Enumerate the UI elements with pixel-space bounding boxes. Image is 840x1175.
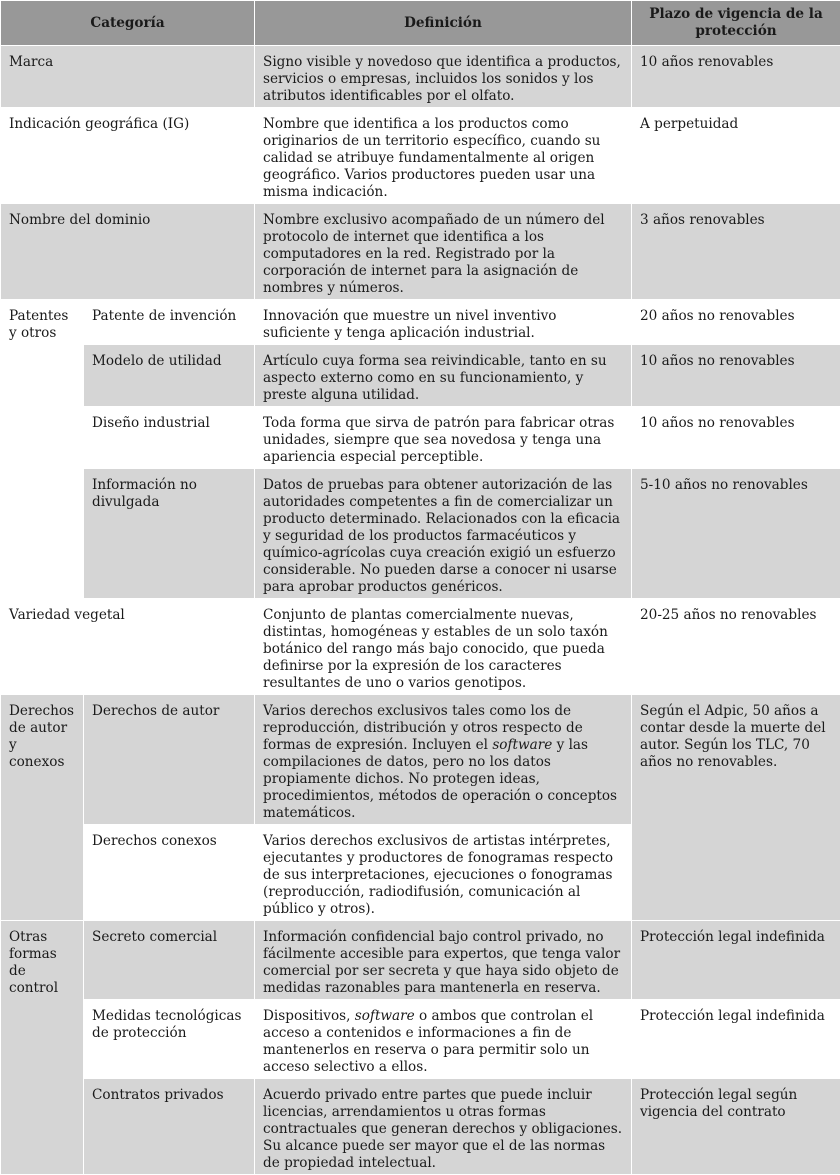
- subcategory-cell: Información no divulgada: [84, 469, 255, 599]
- group-cell: Otras formas de control: [1, 921, 84, 1175]
- table-row: [1, 407, 840, 469]
- subcategory-cell: Derechos conexos: [84, 825, 255, 921]
- table-row: [1, 599, 840, 695]
- definition-cell: [255, 1000, 632, 1079]
- definition-cell: [255, 695, 632, 825]
- definition-italic: software: [492, 737, 553, 753]
- table-row: [1, 300, 840, 345]
- definition-cell: Varios derechos exclusivos de artistas intérpretes, ejecutantes y productores de fonogramas respecto de sus interpretaciones, ejecuciones o fonogramas (reproducción, radiodifusión, comunicación al público y otros).: [255, 825, 632, 921]
- header-row: [1, 1, 840, 46]
- table-row: [1, 204, 840, 300]
- category-cell: Nombre del dominio: [1, 204, 255, 300]
- term-cell: A perpetuidad: [632, 108, 840, 204]
- term-cell: 20-25 años no renovables: [632, 599, 840, 695]
- subcategory-cell: Medidas tecnológicas de protección: [84, 1000, 255, 1079]
- header-definition: Definición: [255, 1, 632, 46]
- table-row: [1, 469, 840, 599]
- term-cell: 5-10 años no renovables: [632, 469, 840, 599]
- table-row: [1, 108, 840, 204]
- table-row: [1, 46, 840, 108]
- term-cell: 10 años renovables: [632, 46, 840, 108]
- term-cell: 10 años no renovables: [632, 407, 840, 469]
- term-cell: Según el Adpic, 50 años a contar desde la muerte del autor. Según los TLC, 70 años no renovables.: [632, 695, 840, 921]
- definition-cell: Nombre exclusivo acompañado de un número del protocolo de internet que identifica a los computadores en la red. Registrado por la corporación de internet para la asignación de nombres y números.: [255, 204, 632, 300]
- definition-cell: Innovación que muestre un nivel inventivo suficiente y tenga aplicación industrial.: [255, 300, 632, 345]
- header-term: Plazo de vigencia de la protección: [632, 1, 840, 46]
- term-cell: Protección legal indefinida: [632, 921, 840, 1000]
- category-cell: Variedad vegetal: [1, 599, 255, 695]
- definition-cell: Toda forma que sirva de patrón para fabricar otras unidades, siempre que sea novedosa y tenga una apariencia especial perceptible.: [255, 407, 632, 469]
- subcategory-cell: Derechos de autor: [84, 695, 255, 825]
- table-row: [1, 921, 840, 1000]
- table-row: [1, 1079, 840, 1175]
- definition-cell: Acuerdo privado entre partes que puede incluir licencias, arrendamientos u otras formas contractuales que generan derechos y obligaciones. Su alcance puede ser mayor que el de las normas de propiedad intelectual.: [255, 1079, 632, 1175]
- subcategory-cell: Patente de invención: [84, 300, 255, 345]
- category-cell: Marca: [1, 46, 255, 108]
- subcategory-cell: Contratos privados: [84, 1079, 255, 1175]
- definition-cell: Nombre que identifica a los productos como originarios de un territorio específico, cuando su calidad se atribuye fundamentalmente al origen geográfico. Varios productores pueden usar una misma indicación.: [255, 108, 632, 204]
- definition-text: y las compilaciones de datos, pero no los datos propiamente dichos. No protegen ideas, procedimientos, métodos de operación o conceptos matemáticos.: [263, 737, 618, 821]
- definition-text: Varios derechos exclusivos tales como los de reproducción, distribución y otros respecto de formas de expresión. Incluyen el: [263, 703, 583, 753]
- definition-cell: Información confidencial bajo control privado, no fácilmente accesible para expertos, que tenga valor comercial por ser secreta y que haya sido objeto de medidas razonables para mantenerla en reserva.: [255, 921, 632, 1000]
- definition-cell: Signo visible y novedoso que identifica a productos, servicios o empresas, incluidos los sonidos y los atributos identificables por el olfato.: [255, 46, 632, 108]
- table-row: [1, 345, 840, 407]
- table-row: [1, 1000, 840, 1079]
- subcategory-cell: Modelo de utilidad: [84, 345, 255, 407]
- term-cell: 10 años no renovables: [632, 345, 840, 407]
- group-cell: Derechos de autor y conexos: [1, 695, 84, 921]
- definition-cell: Conjunto de plantas comercialmente nuevas, distintas, homogéneas y estables de un solo taxón botánico del rango más bajo conocido, que pueda definirse por la expresión de los caracteres resultantes de uno o varios genotipos.: [255, 599, 632, 695]
- group-cell: Patentes y otros: [1, 300, 84, 599]
- definition-cell: Datos de pruebas para obtener autorización de las autoridades competentes a fin de comercializar un producto determinado. Relacionados con la eficacia y seguridad de los productos farmacéuticos y químico-agrícolas cuya creación exigió un esfuerzo considerable. No pueden darse a conocer ni usarse para aprobar productos genéricos.: [255, 469, 632, 599]
- definition-text: o ambos que controlan el acceso a contenidos e informaciones a fin de mantenerlos en reserva o para permitir solo un acceso selectivo a ellos.: [263, 1008, 594, 1075]
- table-row: [1, 695, 840, 825]
- definition-italic: software: [354, 1008, 415, 1024]
- definition-text: Dispositivos,: [263, 1008, 355, 1024]
- term-cell: 20 años no renovables: [632, 300, 840, 345]
- category-cell: Indicación geográfica (IG): [1, 108, 255, 204]
- subcategory-cell: Secreto comercial: [84, 921, 255, 1000]
- term-cell: 3 años renovables: [632, 204, 840, 300]
- header-category: Categoría: [1, 1, 255, 46]
- definition-cell: Artículo cuya forma sea reivindicable, tanto en su aspecto externo como en su funcionamiento, y preste alguna utilidad.: [255, 345, 632, 407]
- subcategory-cell: Diseño industrial: [84, 407, 255, 469]
- term-cell: Protección legal indefinida: [632, 1000, 840, 1079]
- term-cell: Protección legal según vigencia del contrato: [632, 1079, 840, 1175]
